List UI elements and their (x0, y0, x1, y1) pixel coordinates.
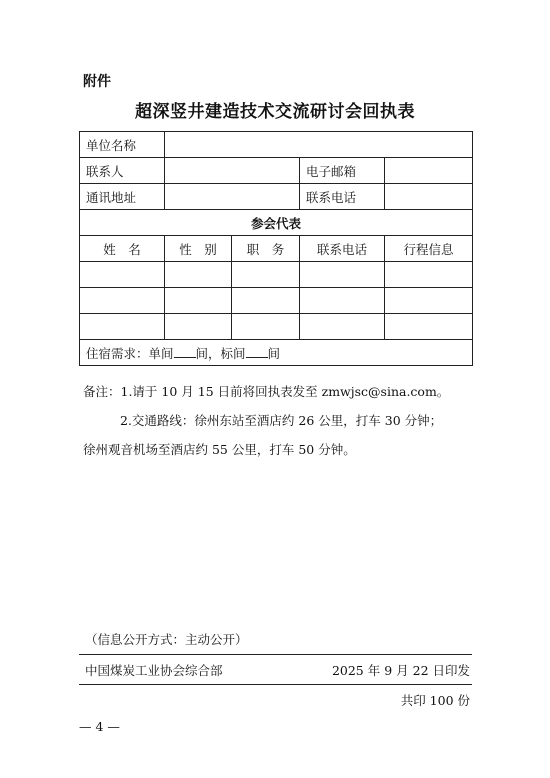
table-cell[interactable] (80, 262, 165, 288)
table-cell[interactable] (80, 314, 165, 340)
accommodation-row (80, 340, 473, 366)
unit-name-label: 单位名称 (80, 132, 165, 158)
table-header-row (80, 236, 473, 262)
copies-count: 共印 100 份 (400, 693, 470, 708)
table-row (80, 184, 473, 210)
table-cell[interactable] (232, 288, 300, 314)
form-title: 超深竖井建造技术交流研讨会回执表 (135, 102, 415, 122)
table-cell[interactable] (80, 288, 165, 314)
column-header-phone: 联系电话 (300, 236, 385, 262)
column-header-position: 职 务 (232, 236, 300, 262)
table-cell[interactable] (300, 262, 385, 288)
table-cell[interactable] (165, 288, 232, 314)
phone-label: 联系电话 (300, 184, 385, 210)
table-cell[interactable] (165, 314, 232, 340)
table-cell[interactable] (385, 314, 473, 340)
email-label: 电子邮箱 (300, 158, 385, 184)
footer-divider-top (79, 654, 472, 655)
single-room-blank[interactable] (174, 345, 196, 358)
contact-field[interactable] (165, 158, 300, 184)
accommodation-prefix: 住宿需求：单间 (86, 345, 174, 361)
address-label: 通讯地址 (80, 184, 165, 210)
note-line-3: 徐州观音机场至酒店约 55 公里，打车 50 分钟。 (83, 442, 356, 457)
table-row (80, 132, 473, 158)
table-row (80, 210, 473, 236)
unit-name-field[interactable] (165, 132, 473, 158)
column-header-name: 姓 名 (80, 236, 165, 262)
table-cell[interactable] (165, 262, 232, 288)
table-cell[interactable] (300, 288, 385, 314)
email-field[interactable] (385, 158, 473, 184)
delegates-heading: 参会代表 (80, 210, 473, 236)
print-date: 2025 年 9 月 22 日印发 (331, 663, 470, 678)
notes-section (83, 377, 483, 464)
disclosure-note: （信息公开方式：主动公开） (85, 632, 248, 647)
table-cell[interactable] (385, 262, 473, 288)
table-row (80, 340, 473, 366)
page-number: — 4 — (79, 719, 120, 734)
table-row (80, 262, 473, 288)
column-header-itinerary: 行程信息 (385, 236, 473, 262)
note-line-1: 备注：1.请于 10 月 15 日前将回执表发至 zmwjsc@sina.com。 (83, 384, 450, 399)
table-row (80, 158, 473, 184)
table-cell[interactable] (232, 262, 300, 288)
table-row (80, 288, 473, 314)
note-line-2: 2.交通路线：徐州东站至酒店约 26 公里，打车 30 分钟； (120, 413, 443, 428)
phone-field[interactable] (385, 184, 473, 210)
reply-form-table (79, 131, 473, 366)
table-cell[interactable] (385, 288, 473, 314)
address-field[interactable] (165, 184, 300, 210)
issuing-organization: 中国煤炭工业协会综合部 (85, 663, 223, 678)
column-header-gender: 性 别 (165, 236, 232, 262)
table-cell[interactable] (232, 314, 300, 340)
contact-label: 联系人 (80, 158, 165, 184)
table-row (80, 314, 473, 340)
accommodation-suffix: 间 (267, 345, 281, 361)
table-cell[interactable] (300, 314, 385, 340)
attachment-label: 附件 (83, 74, 111, 90)
footer-divider-bottom (79, 684, 472, 685)
accommodation-mid: 间，标间 (195, 345, 246, 361)
standard-room-blank[interactable] (246, 345, 268, 358)
